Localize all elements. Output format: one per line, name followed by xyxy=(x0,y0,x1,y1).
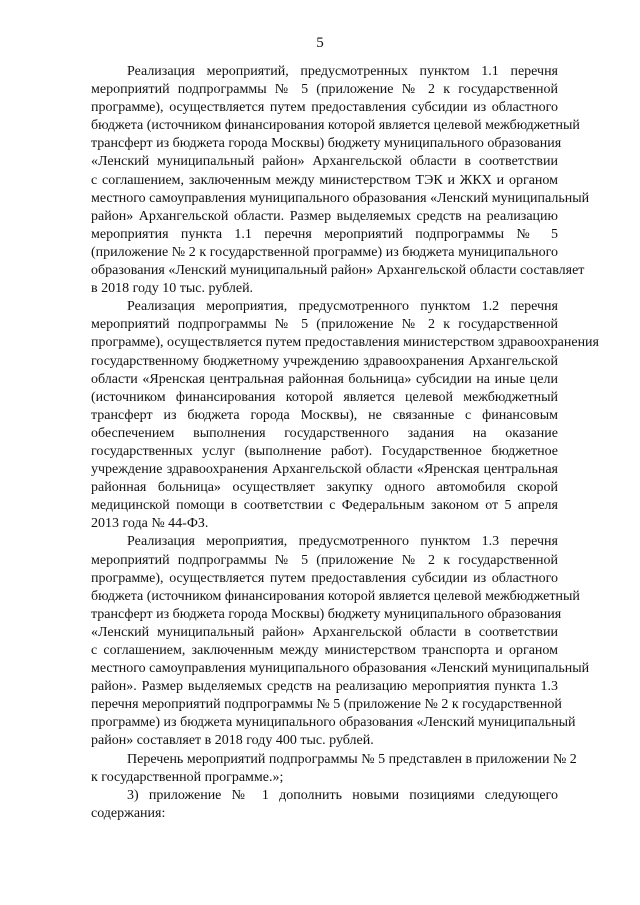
text-line: «Ленский муниципальный район» Архангельской области в соответствии xyxy=(91,624,558,640)
paragraph xyxy=(91,751,577,787)
text-line: (источником финансирования которой является целевой межбюджетный xyxy=(91,389,558,405)
text-line: программе), осуществляется путем предоставления министерством здравоохранения xyxy=(91,335,599,351)
text-line: трансферт из бюджета города Москвы) бюджету муниципального образования xyxy=(91,606,562,622)
paragraph xyxy=(91,298,599,533)
text-line: медицинской помощи в соответствии с Федеральным законом от 5 апреля xyxy=(91,498,558,514)
text-line: программе) из бюджета муниципального образования «Ленский муниципальный xyxy=(91,715,576,731)
text-line: мероприятий подпрограммы № 5 (приложение № 2 к государственной xyxy=(91,317,558,333)
text-line: район» Архангельской области. Размер выделяемых средств на реализацию xyxy=(91,208,558,224)
text-line: (приложение № 2 к государственной программе) из бюджета муниципального xyxy=(91,244,558,260)
text-line: бюджета (источником финансирования которой является целевой межбюджетный xyxy=(91,118,580,134)
text-line: содержания: xyxy=(91,805,166,821)
text-line: Перечень мероприятий подпрограммы № 5 представлен в приложении № 2 xyxy=(127,751,577,767)
document-body xyxy=(91,63,599,823)
text-line: обеспечением выполнения государственного задания на оказание xyxy=(91,425,558,441)
text-line: государственному бюджетному учреждению здравоохранения Архангельской xyxy=(91,353,558,369)
text-line: местного самоуправления муниципального образования «Ленский муниципальный xyxy=(91,190,590,206)
text-line: программе), осуществляется путем предоставления субсидии из областного xyxy=(91,100,558,116)
text-line: мероприятий подпрограммы № 5 (приложение № 2 к государственной xyxy=(91,552,558,568)
text-line: Реализация мероприятия, предусмотренного пунктом 1.2 перечня xyxy=(127,299,558,315)
text-line: в 2018 году 10 тыс. рублей. xyxy=(91,281,254,297)
text-line: государственных услуг (выполнение работ). Государственное бюджетное xyxy=(91,443,558,459)
text-line: с соглашением, заключенным между министерством ТЭК и ЖКХ и органом xyxy=(91,172,558,188)
text-line: трансферт из бюджета города Москвы), не связанные с финансовым xyxy=(91,407,558,423)
text-line: Реализация мероприятий, предусмотренных пунктом 1.1 перечня xyxy=(127,64,558,79)
paragraph xyxy=(91,63,590,298)
text-line: 3) приложение № 1 дополнить новыми позициями следующего xyxy=(127,787,558,803)
paragraph xyxy=(91,533,590,750)
text-line: местного самоуправления муниципального образования «Ленский муниципальный xyxy=(91,661,590,677)
text-line: мероприятий подпрограммы № 5 (приложение № 2 к государственной xyxy=(91,82,558,98)
text-line: учреждение здравоохранения Архангельской области «Яренская центральная xyxy=(91,462,558,478)
text-line: с соглашением, заключенным между министерством транспорта и органом xyxy=(91,643,558,658)
paragraph xyxy=(91,787,558,823)
page-number: 5 xyxy=(316,35,324,51)
text-line: район» составляет в 2018 году 400 тыс. рублей. xyxy=(91,733,374,749)
text-line: области «Яренская центральная районная больница» субсидии на иные цели xyxy=(91,371,558,387)
text-line: перечня мероприятий подпрограммы № 5 (приложение № 2 к государственной xyxy=(91,697,562,713)
text-line: бюджета (источником финансирования которой является целевой межбюджетный xyxy=(91,588,580,604)
text-line: районная больница» осуществляет закупку одного автомобиля скорой xyxy=(91,480,558,496)
text-line: трансферт из бюджета города Москвы) бюджету муниципального образования xyxy=(91,136,562,152)
text-line: мероприятия пункта 1.1 перечня мероприятий подпрограммы № 5 xyxy=(91,226,558,242)
text-line: район». Размер выделяемых средств на реализацию мероприятия пункта 1.3 xyxy=(91,679,558,695)
text-line: 2013 года № 44-ФЗ. xyxy=(91,516,209,532)
text-line: «Ленский муниципальный район» Архангельской области в соответствии xyxy=(91,154,558,170)
text-line: программе), осуществляется путем предоставления субсидии из областного xyxy=(91,570,558,586)
text-line: к государственной программе.»; xyxy=(91,769,284,785)
text-line: Реализация мероприятия, предусмотренного пунктом 1.3 перечня xyxy=(127,534,558,550)
text-line: образования «Ленский муниципальный район» Архангельской области составляет xyxy=(91,263,585,279)
